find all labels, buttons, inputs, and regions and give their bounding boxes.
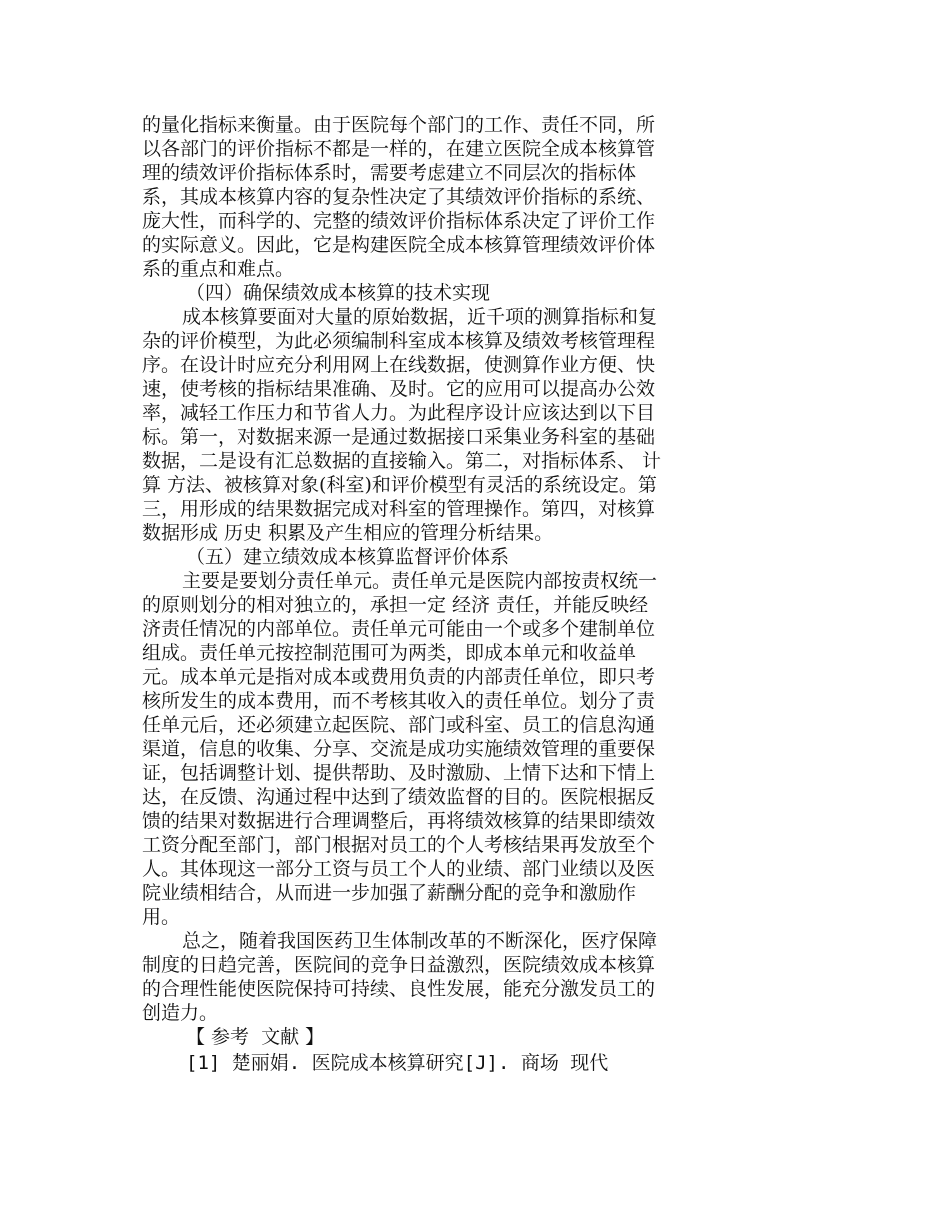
paragraph-line: 的原则划分的相对独立的，承担一定 经济 责任，并能反映经 [142,594,649,616]
paragraph-line: 任单元后，还必须建立起医院、部门或科室、员工的信息沟通 [142,714,656,736]
paragraph-line: 制度的日趋完善，医院间的竞争日益激烈，医院绩效成本核算 [142,954,656,976]
paragraph-line: 标。第一，对数据来源一是通过数据接口采集业务科室的基础 [142,426,656,448]
document-page [142,113,752,1077]
paragraph-line: 理的绩效评价指标体系时，需要考虑建立不同层次的指标体 [142,162,637,184]
document-body [142,113,752,1077]
paragraph-line: 用。 [142,906,181,928]
paragraph-line: 人。其体现这一部分工资与员工个人的业绩、部门业绩以及医 [142,858,656,880]
paragraph-line: 工资分配至部门，部门根据对员工的个人考核结果再发放至个 [142,834,656,856]
paragraph-line: 以各部门的评价指标不都是一样的，在建立医院全成本核算管 [142,138,656,160]
paragraph-line: 馈的结果对数据进行合理调整后，再将绩效核算的结果即绩效 [142,810,656,832]
paragraph-line: 系的重点和难点。 [142,258,295,280]
paragraph-line: 济责任情况的内部单位。责任单元可能由一个或多个建制单位 [142,618,656,640]
paragraph-line: 算 方法、被核算对象(科室)和评价模型有灵活的系统设定。第 [142,474,657,496]
paragraph-line: 率，减轻工作压力和节省人力。为此程序设计应该达到以下目 [142,402,656,424]
paragraph-line: 核所发生的成本费用，而不考核其收入的责任单位。划分了责 [142,690,656,712]
paragraph-line: 序。在设计时应充分利用网上在线数据，使测算作业方便、快 [142,354,656,376]
paragraph-line: 的量化指标来衡量。由于医院每个部门的工作、责任不同，所 [142,114,656,136]
paragraph-line: 数据，二是设有汇总数据的直接输入。第二，对指标体系、 计 [142,450,662,472]
paragraph-line: 元。成本单元是指对成本或费用负责的内部责任单位，即只考 [142,666,656,688]
paragraph-line: 速，使考核的指标结果准确、及时。它的应用可以提高办公效 [142,378,656,400]
paragraph-line: 数据形成 历史 积累及产生相应的管理分析结果。 [142,522,554,544]
paragraph-line: 渠道，信息的收集、分享、交流是成功实施绩效管理的重要保 [142,738,656,760]
paragraph-line: 组成。责任单元按控制范围可为两类，即成本单元和收益单 [142,642,637,664]
paragraph-line: 证，包括调整计划、提供帮助、及时激励、上情下达和下情上 [142,762,656,784]
paragraph-line: 庞大性，而科学的、完整的绩效评价指标体系决定了评价工作 [142,210,656,232]
section-heading: （四）确保绩效成本核算的技术实现 [186,282,491,304]
section-heading: （五）建立绩效成本核算监督评价体系 [186,546,510,568]
paragraph-line: 杂的评价模型，为此必须编制科室成本核算及绩效考核管理程 [142,330,656,352]
references-heading: 【 参考 文献 】 [186,1026,325,1048]
paragraph-line: 总之，随着我国医药卫生体制改革的不断深化，医疗保障 [182,930,658,952]
paragraph-line: 的合理性能使医院保持可持续、良性发展，能充分激发员工的 [142,978,656,1000]
paragraph-line: 三，用形成的结果数据完成对科室的管理操作。第四，对核算 [142,498,656,520]
reference-item: [1] 楚丽娟. 医院成本核算研究[J]. 商场 现代 [186,1052,609,1074]
paragraph-line: 主要是要划分责任单元。责任单元是医院内部按责权统一 [182,570,658,592]
paragraph-line: 达，在反馈、沟通过程中达到了绩效监督的目的。医院根据反 [142,786,656,808]
paragraph-line: 成本核算要面对大量的原始数据，近千项的测算指标和复 [182,306,658,328]
paragraph-line: 创造力。 [142,1002,219,1024]
paragraph-line: 的实际意义。因此，它是构建医院全成本核算管理绩效评价体 [142,234,656,256]
paragraph-line: 系，其成本核算内容的复杂性决定了其绩效评价指标的系统、 [142,186,656,208]
paragraph-line: 院业绩相结合，从而进一步加强了薪酬分配的竞争和激励作 [142,882,637,904]
